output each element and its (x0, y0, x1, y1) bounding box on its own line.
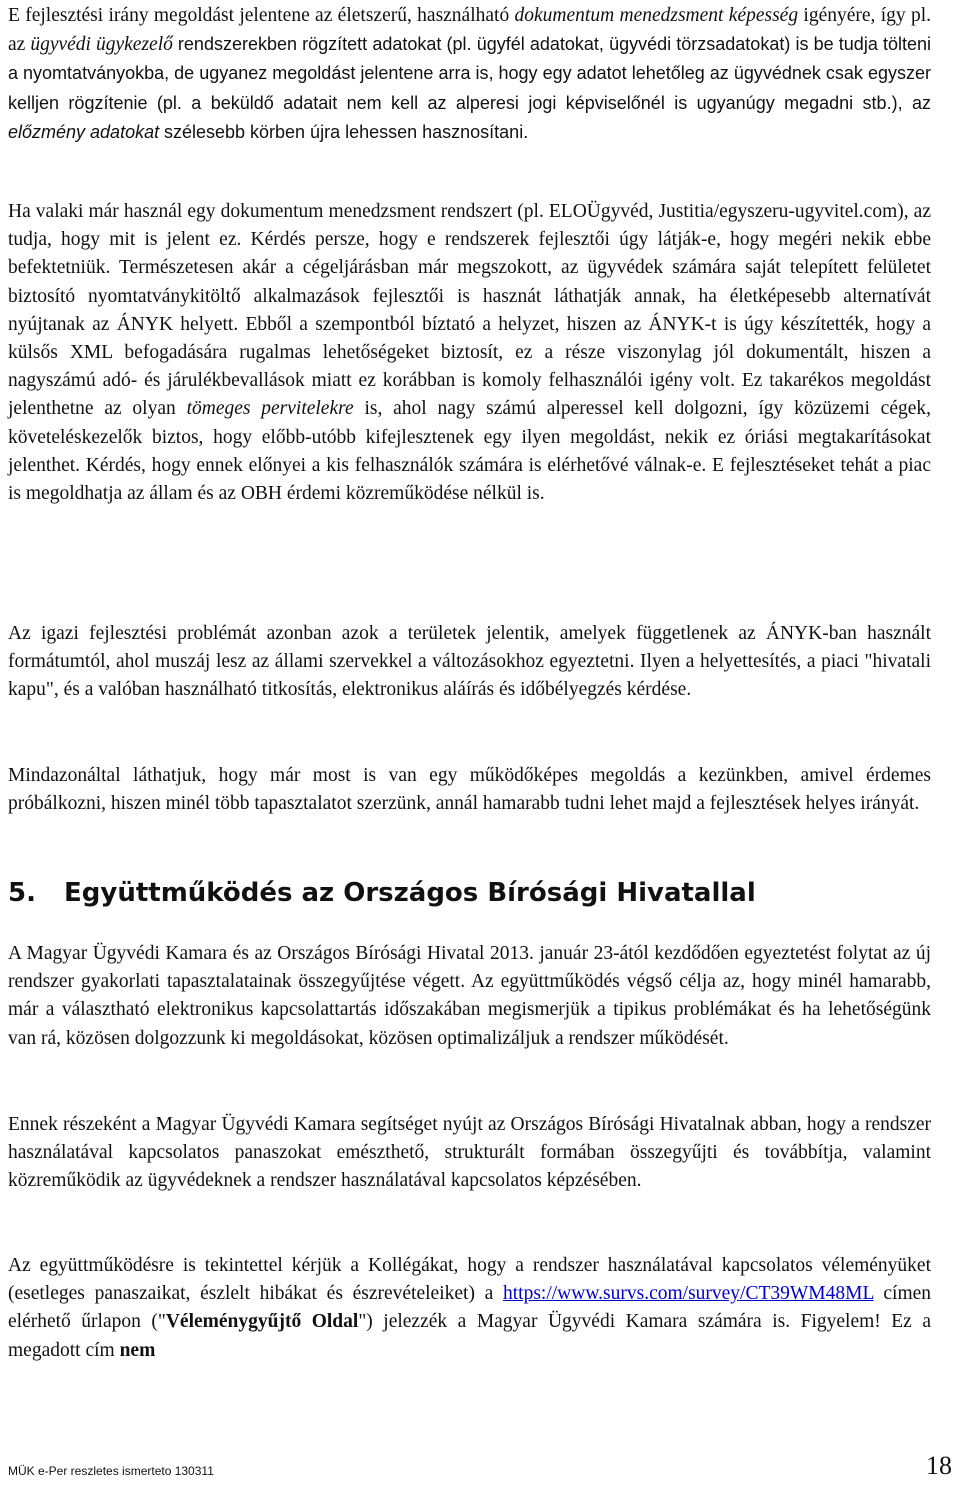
paragraph-1-text-a: E fejlesztési irány megoldást jelentene az életszerű, használható (8, 5, 510, 26)
paragraph-1-italic-2: ügyvédi ügykezelő (30, 34, 173, 56)
paragraph-4: Mindazonáltal láthatjuk, hogy már most is van egy működőképes megoldás a kezünkben, amivel érdemes próbálkozni, hiszen minél több tapasztalatot szerzünk, annál hamarabb tudni lehet majd a fejlesztések helyes irányát. (8, 765, 931, 815)
paragraph-7-text-a: Az együttműködésre is tekintettel kérjük a Kollégákat, hogy a rendszer használatával kapcsolatos véleményüket (esetleges panaszaikat, észlelt hibákat és észrevételeiket) a (8, 1255, 931, 1305)
section-title: Együttműködés az Országos Bírósági Hivatallal (64, 878, 756, 908)
paragraph-1 (8, 2, 931, 147)
section-number: 5. (8, 878, 36, 908)
paragraph-1-italic-3: előzmény adatokat (8, 121, 160, 142)
paragraph-2-text-b: Természetesen akár a cégeljárásban már megszokott, az ügyvédek számára saját telepített felületet biztosító nyomtatványkitöltő alkalmazások fejlesztői is hasznát láthatják annak, ha életképesebb alternatívát nyújtanak az ÁNYK helyett. Ebből a szempontból bíztató a helyzet, hiszen az ÁNYK-t is úgy készítették, hogy a külsős XML befogadására rugalmas lehetőségeket biztosít, ez a része viszonylag jól dokumentált, hiszen a nagyszámú adó- és járulékbevallások miatt ez korábban is komoly felhasználói igény volt. Ez takarékos megoldást jelenthetne az olyan (8, 257, 931, 420)
paragraph-7-bold-2: nem (119, 1339, 156, 1361)
paragraph-7-text-b: címen elérhető űrlapon (" (8, 1283, 932, 1333)
paragraph-1-italic-1: dokumentum menedzsment képesség (514, 5, 799, 26)
paragraph-7-text-c: ") jelezzék a Magyar Ügyvédi Kamara számára is. Figyelem! Ez a megadott cím (8, 1311, 931, 1361)
paragraph-2-text-a: Ha valaki már használ egy dokumentum menedzsment rendszert (pl. ELOÜgyvéd, Justitia/egyszeru-ugyvitel.com), az tudja, hogy mit is jelent ez. Kérdés persze, hogy e rendszerek fejlesztői úgy látják-e, hogy megéri nekik ebbe befektetniük. (8, 201, 931, 279)
survey-link[interactable]: https://www.survs.com/survey/CT39WM48ML (503, 1283, 874, 1305)
paragraph-2-italic-1: tömeges pervitelekre (186, 398, 354, 420)
paragraph-2-text-c: is, ahol nagy számú alperessel kell dolgozni, így közüzemi cégek, követeléskezelők biztos, hogy előbb-utóbb kifejlesztenek egy ilyen megoldást, nekik ez óriási megtakarításokat jelenthet. Kérdés, hogy ennek előnyei a kis felhasználók számára is elérhetővé válnak-e. E fejlesztéseket tehát a piac is megoldhatja az állam és az OBH érdemi közreműködése nélkül is. (8, 398, 932, 505)
paragraph-7 (8, 1252, 931, 1365)
paragraph-2 (8, 198, 931, 508)
paragraph-3: Az igazi fejlesztési problémát azonban azok a területek jelentik, amelyek függetlenek az ÁNYK-ban használt formátumtól, ahol muszáj lesz az állami szervekkel a változásokhoz egyeztetni. Ilyen a helyettesítés, a piaci "hivatali kapu", és a valóban használható titkosítás, elektronikus aláírás és időbélyegzés kérdése. (8, 623, 931, 701)
paragraph-1-text-d: szélesebb körben újra lehessen hasznosítani. (163, 121, 529, 142)
paragraph-1-text-b: igényére, így pl. az (8, 5, 932, 56)
paragraph-6: Ennek részeként a Magyar Ügyvédi Kamara segítséget nyújt az Országos Bírósági Hivatalnak abban, hogy a rendszer használatával kapcsolatos panaszokat emészthető, strukturált formában összegyűjti és továbbítja, valamint közreműködik az ügyvédeknek a rendszer használatával kapcsolatos képzésében. (8, 1114, 931, 1192)
section-heading (8, 876, 756, 910)
paragraph-7-bold-1: Véleménygyűjtő Oldal (165, 1311, 359, 1333)
paragraph-5: A Magyar Ügyvédi Kamara és az Országos Bírósági Hivatal 2013. január 23-ától kezdődően egyeztetést folytat az új rendszer gyakorlati tapasztalatainak összegyűjtése végett. Az együttműködés végső célja az, hogy minél hamarabb, már a választható elektronikus kapcsolattartás időszakában megismerjük a tipikus problémákat és ha lehetőségünk van rá, közösen dolgozzunk ki megoldásokat, közösen optimalizáljuk a rendszer működését. (8, 943, 931, 1049)
footer-document-name: MÜK e-Per reszletes ismerteto 130311 (8, 1464, 214, 1478)
page-number: 18 (926, 1451, 952, 1480)
paragraph-1-text-c: rendszerekben rögzített adatokat (pl. ügyfél adatokat, ügyvédi törzsadatokat) is be tudja tölteni a nyomtatványokba, de ugyanez megoldást jelentene arra is, hogy egy adatot lehetőleg az ügyvédnek csak egyszer kelljen rögzítenie (pl. a beküldő adatait nem kell az alperesi jogi képviselőnél is ugyanúgy megadni stb.), az (8, 34, 932, 113)
